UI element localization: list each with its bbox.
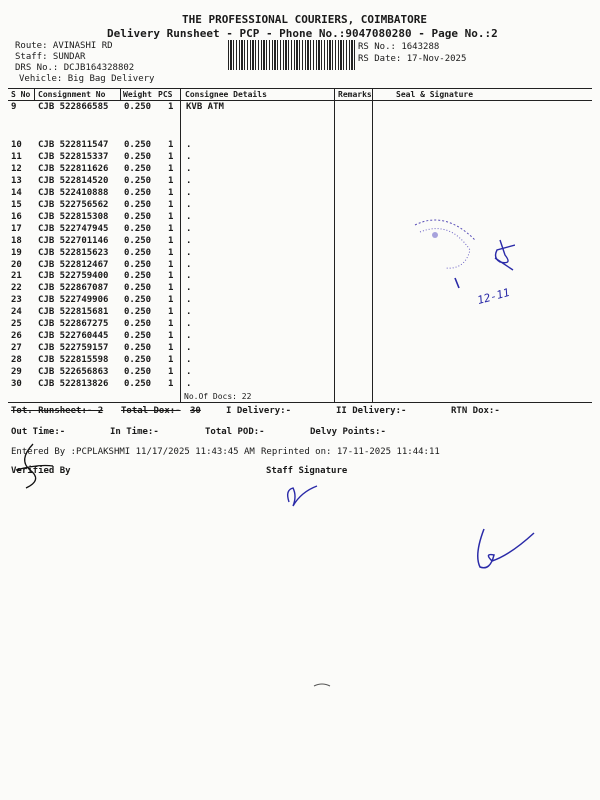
- cell-wt: 0.250: [124, 379, 152, 389]
- cell-pcs: 1: [168, 319, 174, 330]
- drs-number: DRS No.: DCJB164328802: [15, 63, 135, 73]
- rs-number: RS No.: 1643288: [358, 42, 440, 52]
- in-time: In Time:-: [110, 427, 159, 437]
- cell-pcs: 1: [168, 379, 174, 389]
- receiver-signature: [470, 525, 540, 575]
- cell-sno: 16: [11, 211, 22, 222]
- cell-pcs: 1: [168, 295, 174, 306]
- col-divider-2: [120, 88, 121, 100]
- cell-cn: CJB 522811547: [38, 140, 109, 150]
- cell-det: .: [186, 379, 192, 389]
- cell-wt: 0.250: [124, 223, 152, 234]
- col-header-seal: Seal & Signature: [396, 90, 474, 99]
- table-top-rule: [8, 88, 592, 89]
- cell-cn: CJB 522656863: [38, 367, 109, 378]
- cell-cn: CJB 522756562: [38, 199, 109, 210]
- cell-sno: 22: [11, 283, 22, 294]
- cell-cn: CJB 522701146: [38, 235, 109, 246]
- cell-wt: 0.250: [124, 259, 152, 270]
- cell-det: .: [186, 319, 192, 330]
- table-row: [0, 164, 600, 176]
- rs-date: RS Date: 17-Nov-2025: [358, 54, 467, 64]
- ii-delivery: II Delivery:-: [336, 406, 407, 416]
- cell-sno: 13: [11, 175, 22, 186]
- entered-by-signature: [8, 440, 58, 490]
- cell-sno: 14: [11, 187, 22, 198]
- cell-sno: 17: [11, 223, 22, 234]
- cell-det: .: [186, 175, 192, 186]
- out-time: Out Time:-: [11, 427, 66, 437]
- cell-wt: 0.250: [124, 187, 152, 198]
- cell-wt: 0.250: [124, 102, 152, 112]
- cell-wt: 0.250: [124, 199, 152, 210]
- cell-pcs: 1: [168, 151, 174, 162]
- cell-wt: 0.250: [124, 331, 152, 342]
- cell-det: .: [186, 235, 192, 246]
- col-header-remarks: Remarks: [338, 90, 372, 99]
- cell-cn: CJB 522813826: [38, 379, 109, 389]
- stamp-arc-2: [420, 229, 470, 269]
- cell-pcs: 1: [168, 355, 174, 366]
- staff-signature-label: Staff Signature: [266, 466, 348, 476]
- cell-wt: 0.250: [124, 295, 152, 306]
- cell-det: .: [186, 259, 192, 270]
- cell-det: .: [186, 271, 192, 282]
- cell-wt: 0.250: [124, 211, 152, 222]
- cell-det: .: [186, 199, 192, 210]
- cell-cn: CJB 522815623: [38, 247, 109, 258]
- entered-by: Entered By :PCPLAKSHMI 11/17/2025 11:43:45 AM: [11, 447, 255, 457]
- cell-pcs: 1: [168, 140, 174, 150]
- cell-wt: 0.250: [124, 355, 152, 366]
- cell-cn: CJB 522866585: [38, 102, 109, 112]
- cell-cn: CJB 522749906: [38, 295, 109, 306]
- cell-sno: 24: [11, 307, 22, 318]
- cell-det: .: [186, 211, 192, 222]
- cell-sno: 18: [11, 235, 22, 246]
- stamp-arc: [415, 220, 475, 240]
- cell-pcs: 1: [168, 187, 174, 198]
- cell-cn: CJB 522814520: [38, 175, 109, 186]
- col-header-consignment: Consignment No: [38, 90, 106, 99]
- cell-pcs: 1: [168, 175, 174, 186]
- i-delivery: I Delivery:-: [226, 406, 292, 416]
- signature-scribble: [496, 240, 515, 263]
- staff-label: Staff: SUNDAR: [15, 52, 86, 62]
- table-row: [0, 188, 600, 200]
- no-of-docs: No.Of Docs: 22: [184, 392, 252, 401]
- stamp-tick: [455, 278, 459, 288]
- runsheet-subtitle: Delivery Runsheet - PCP - Phone No.:9047080280 - Page No.:2: [107, 27, 498, 40]
- cell-pcs: 1: [168, 235, 174, 246]
- table-row: [0, 176, 600, 188]
- cell-pcs: 1: [168, 223, 174, 234]
- cell-wt: 0.250: [124, 247, 152, 258]
- cell-pcs: 1: [168, 247, 174, 258]
- cell-cn: CJB 522812467: [38, 259, 109, 270]
- cell-cn: CJB 522410888: [38, 187, 109, 198]
- cell-pcs: 1: [168, 102, 174, 112]
- cell-cn: CJB 522867275: [38, 319, 109, 330]
- reprinted-on: Reprinted on: 17-11-2025 11:44:11: [261, 447, 440, 457]
- cell-pcs: 1: [168, 163, 174, 174]
- route-label: Route: AVINASHI RD: [15, 41, 113, 51]
- cell-sno: 26: [11, 331, 22, 342]
- total-dox-value: 30: [190, 406, 201, 416]
- cell-wt: 0.250: [124, 140, 152, 150]
- table-row: [0, 379, 600, 391]
- vehicle-label: Vehicle: Big Bag Delivery: [19, 74, 155, 84]
- staff-signature: [283, 482, 323, 512]
- cell-pcs: 1: [168, 211, 174, 222]
- cell-wt: 0.250: [124, 271, 152, 282]
- table-bottom-rule: [8, 402, 592, 403]
- cell-cn: CJB 522759157: [38, 343, 109, 354]
- table-row: [0, 343, 600, 355]
- table-row: [0, 102, 600, 114]
- table-header-rule: [8, 100, 592, 101]
- cell-pcs: 1: [168, 259, 174, 270]
- total-pod: Total POD:-: [205, 427, 265, 437]
- cell-sno: 28: [11, 355, 22, 366]
- cell-wt: 0.250: [124, 175, 152, 186]
- cell-wt: 0.250: [124, 367, 152, 378]
- cell-det: KVB ATM: [186, 102, 224, 112]
- stamp-dot: [432, 232, 438, 238]
- table-row: [0, 140, 600, 152]
- cell-det: .: [186, 295, 192, 306]
- cell-pcs: 1: [168, 271, 174, 282]
- col-header-weight: Weight: [123, 90, 152, 99]
- cell-cn: CJB 522759400: [38, 271, 109, 282]
- cell-cn: CJB 522760445: [38, 331, 109, 342]
- cell-det: .: [186, 331, 192, 342]
- cell-det: .: [186, 343, 192, 354]
- cell-sno: 30: [11, 379, 22, 389]
- cell-sno: 25: [11, 319, 22, 330]
- seal-stamp: [405, 210, 515, 290]
- cell-det: .: [186, 151, 192, 162]
- cell-wt: 0.250: [124, 163, 152, 174]
- cell-sno: 11: [11, 151, 22, 162]
- cell-pcs: 1: [168, 367, 174, 378]
- handwritten-date: 12-11: [475, 285, 512, 308]
- delvy-points: Delvy Points:-: [310, 427, 386, 437]
- cell-sno: 27: [11, 343, 22, 354]
- cell-wt: 0.250: [124, 343, 152, 354]
- col-header-sno: S No: [11, 90, 31, 99]
- cell-det: .: [186, 247, 192, 258]
- cell-sno: 9: [11, 102, 17, 112]
- cell-det: .: [186, 307, 192, 318]
- col-header-consignee: Consignee Details: [185, 90, 267, 99]
- verified-by: Verified By: [11, 466, 71, 476]
- rtn-dox: RTN Dox:-: [451, 406, 500, 416]
- cell-pcs: 1: [168, 307, 174, 318]
- col-header-pcs: PCS: [158, 90, 173, 99]
- cell-wt: 0.250: [124, 283, 152, 294]
- cell-sno: 20: [11, 259, 22, 270]
- cell-cn: CJB 522867087: [38, 283, 109, 294]
- barcode: [228, 40, 356, 70]
- signature-stroke: [495, 258, 513, 270]
- company-title: THE PROFESSIONAL COURIERS, COIMBATORE: [182, 13, 428, 26]
- table-row: [0, 331, 600, 343]
- cell-sno: 19: [11, 247, 22, 258]
- cell-cn: CJB 522815308: [38, 211, 109, 222]
- cell-det: .: [186, 187, 192, 198]
- table-row: [0, 152, 600, 164]
- cell-det: .: [186, 283, 192, 294]
- table-row: [0, 319, 600, 331]
- cell-cn: CJB 522811626: [38, 163, 109, 174]
- cell-cn: CJB 522815681: [38, 307, 109, 318]
- cell-sno: 15: [11, 199, 22, 210]
- cell-wt: 0.250: [124, 319, 152, 330]
- cell-sno: 23: [11, 295, 22, 306]
- cell-pcs: 1: [168, 199, 174, 210]
- table-row: [0, 355, 600, 367]
- cell-pcs: 1: [168, 343, 174, 354]
- col-divider-1: [34, 88, 35, 100]
- total-runsheet: Tot. Runsheet:- 2: [11, 406, 104, 416]
- cell-wt: 0.250: [124, 307, 152, 318]
- table-row: [0, 367, 600, 379]
- cell-sno: 12: [11, 163, 22, 174]
- cell-pcs: 1: [168, 283, 174, 294]
- cell-det: .: [186, 163, 192, 174]
- cell-det: .: [186, 223, 192, 234]
- cell-pcs: 1: [168, 331, 174, 342]
- cell-cn: CJB 522747945: [38, 223, 109, 234]
- total-dox-label: Total Dox:-: [121, 406, 181, 416]
- cell-cn: CJB 522815337: [38, 151, 109, 162]
- cell-det: .: [186, 367, 192, 378]
- pen-mark: [312, 680, 332, 690]
- cell-det: .: [186, 355, 192, 366]
- cell-det: .: [186, 140, 192, 150]
- cell-sno: 10: [11, 140, 22, 150]
- cell-sno: 29: [11, 367, 22, 378]
- cell-wt: 0.250: [124, 151, 152, 162]
- table-row: [0, 307, 600, 319]
- cell-sno: 21: [11, 271, 22, 282]
- cell-wt: 0.250: [124, 235, 152, 246]
- cell-cn: CJB 522815598: [38, 355, 109, 366]
